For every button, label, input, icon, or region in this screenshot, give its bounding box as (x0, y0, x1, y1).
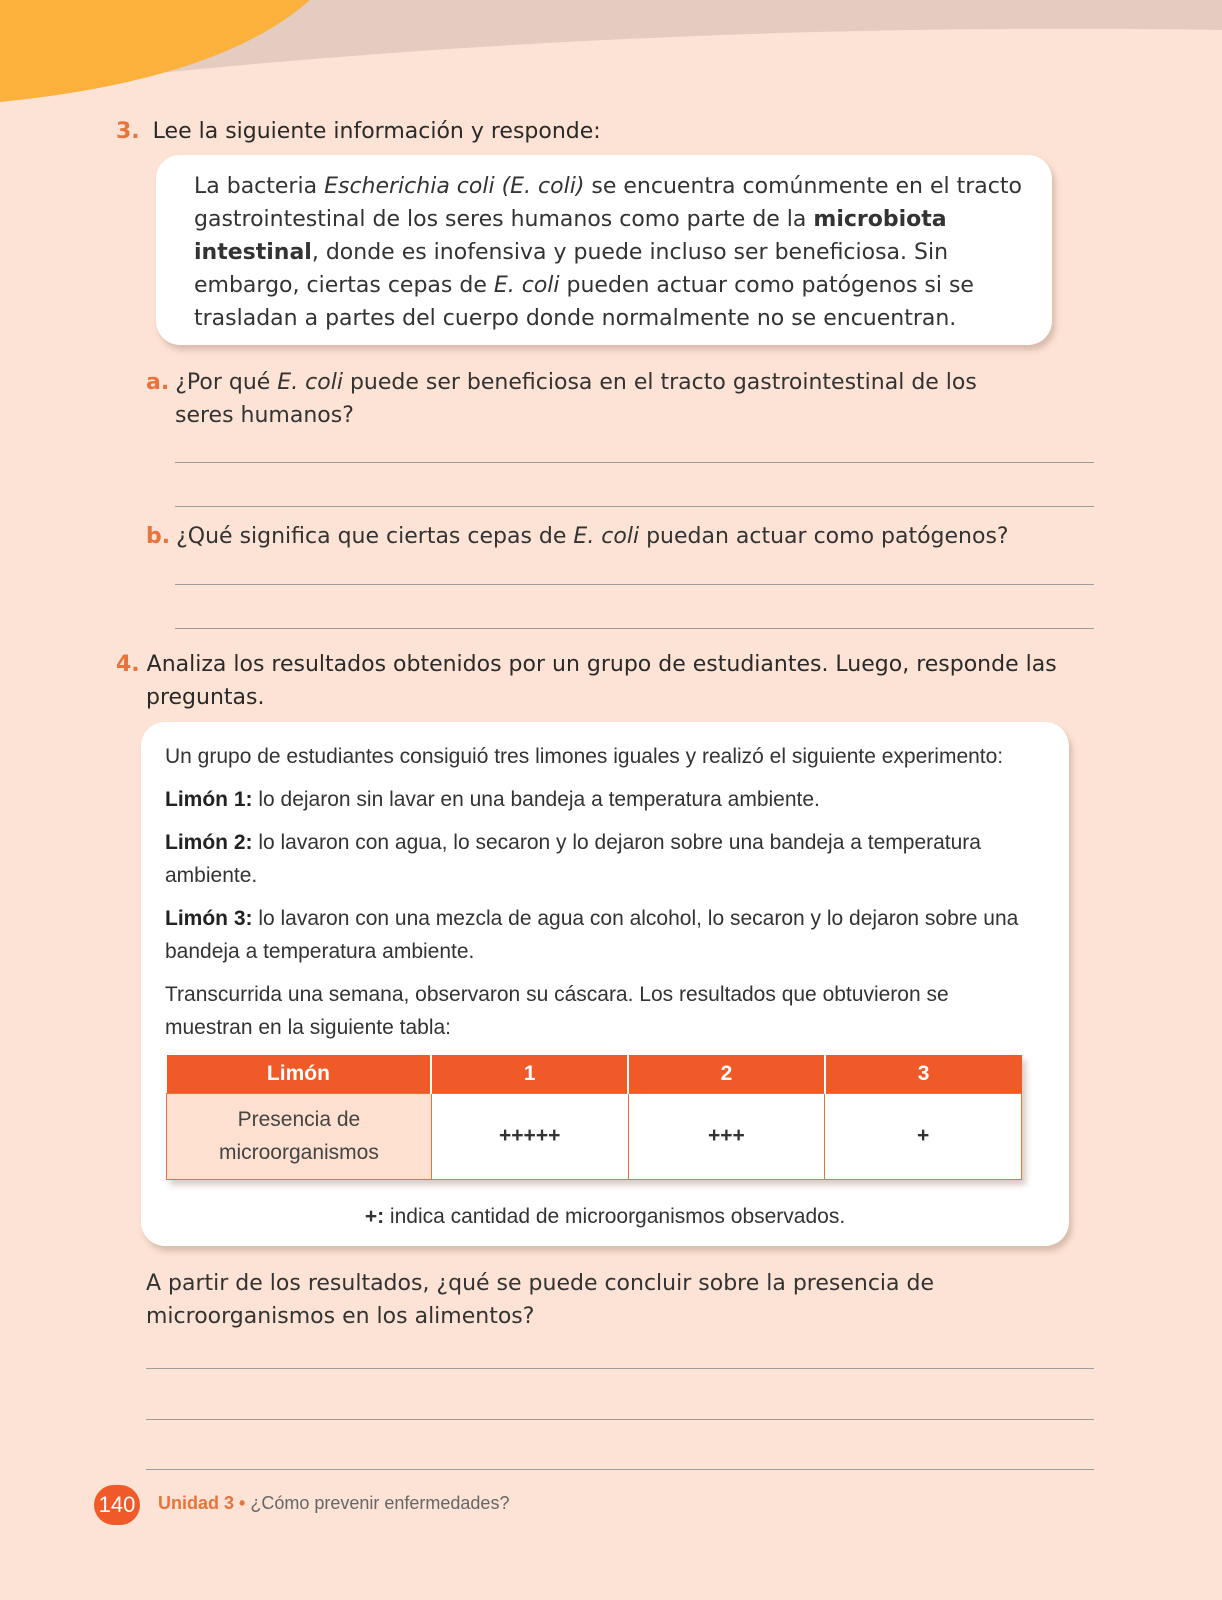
unit-label: Unidad 3 (158, 1493, 235, 1513)
page-number: 140 (94, 1485, 140, 1525)
table-header-cell: 1 (431, 1055, 628, 1093)
results-table (166, 1055, 1022, 1180)
legend-symbol: +: (364, 1205, 385, 1228)
experiment-intro: Un grupo de estudiantes consiguió tres limones iguales y realizó el siguiente experimento: (165, 745, 1004, 768)
answer-line[interactable] (175, 584, 1094, 585)
question-3-number: 3. (116, 119, 140, 144)
table-header-row (167, 1055, 1022, 1093)
table-row (167, 1093, 1022, 1179)
table-legend-note: +: indica cantidad de microorganismos observados. (364, 1205, 846, 1228)
answer-line[interactable] (146, 1419, 1094, 1420)
experiment-results-intro: Transcurrida una semana, observaron su cáscara. Los resultados que obtuvieron se muestran en la siguiente tabla: (165, 983, 949, 1039)
lemon-2-description: Limón 2: lo lavaron con agua, lo secaron y lo dejaron sobre una bandeja a temperatura ambiente. (165, 831, 981, 887)
answer-line[interactable] (175, 506, 1094, 507)
table-cell: +++++ (431, 1093, 628, 1179)
answer-line[interactable] (146, 1469, 1094, 1470)
table-header-cell: 3 (825, 1055, 1022, 1093)
table-cell: + (825, 1093, 1022, 1179)
lemon-3-description: Limón 3: lo lavaron con una mezcla de agua con alcohol, lo secaron y lo dejaron sobre una bandeja a temperatura ambiente. (165, 907, 1019, 963)
answer-line[interactable] (175, 628, 1094, 629)
footer-unit-title: Unidad 3 • ¿Cómo prevenir enfermedades? (158, 1493, 510, 1513)
question-4-conclusion: A partir de los resultados, ¿qué se puede concluir sobre la presencia de microorganismos en los alimentos? (146, 1271, 935, 1329)
unit-title: ¿Cómo prevenir enfermedades? (250, 1493, 510, 1513)
row-label-cell: Presencia de microorganismos (167, 1093, 432, 1179)
question-4-title: Analiza los resultados obtenidos por un grupo de estudiantes. Luego, responde las preguntas. (146, 652, 1057, 710)
table-cell: +++ (628, 1093, 825, 1179)
key-term: microbiota intestinal (194, 207, 947, 265)
question-3b: b. ¿Qué significa que ciertas cepas de E. coli puedan actuar como patógenos? (146, 524, 1009, 549)
lemon-1-description: Limón 1: lo dejaron sin lavar en una bandeja a temperatura ambiente. (165, 788, 820, 811)
question-3a-letter: a. (146, 370, 170, 395)
question-3-heading (116, 115, 1066, 148)
e-coli-passage: La bacteria Escherichia coli (E. coli) se encuentra comúnmente en el tracto gastrointestinal de los seres humanos como parte de la microbiota intestinal, donde es inofensiva y puede incluso ser beneficiosa. Sin embargo, ciertas cepas de E. coli pueden actuar como patógenos si se trasladan a partes del cuerpo donde normalmente no se encuentran. (194, 174, 1022, 331)
header-decoration (0, 0, 1222, 120)
question-4-heading (116, 648, 1066, 714)
question-4-number: 4. (116, 652, 140, 677)
table-header-cell: Limón (167, 1055, 432, 1093)
species-name: Escherichia coli (E. coli) (324, 174, 585, 199)
e-coli-passage-card (156, 155, 1052, 345)
table-header-cell: 2 (628, 1055, 825, 1093)
question-3a: a. ¿Por qué E. coli puede ser beneficiosa en el tracto gastrointestinal de los seres humanos? (146, 370, 977, 428)
question-3b-letter: b. (146, 524, 171, 549)
answer-line[interactable] (175, 462, 1094, 463)
answer-line[interactable] (146, 1368, 1094, 1369)
question-3-title: Lee la siguiente información y responde: (152, 119, 601, 144)
